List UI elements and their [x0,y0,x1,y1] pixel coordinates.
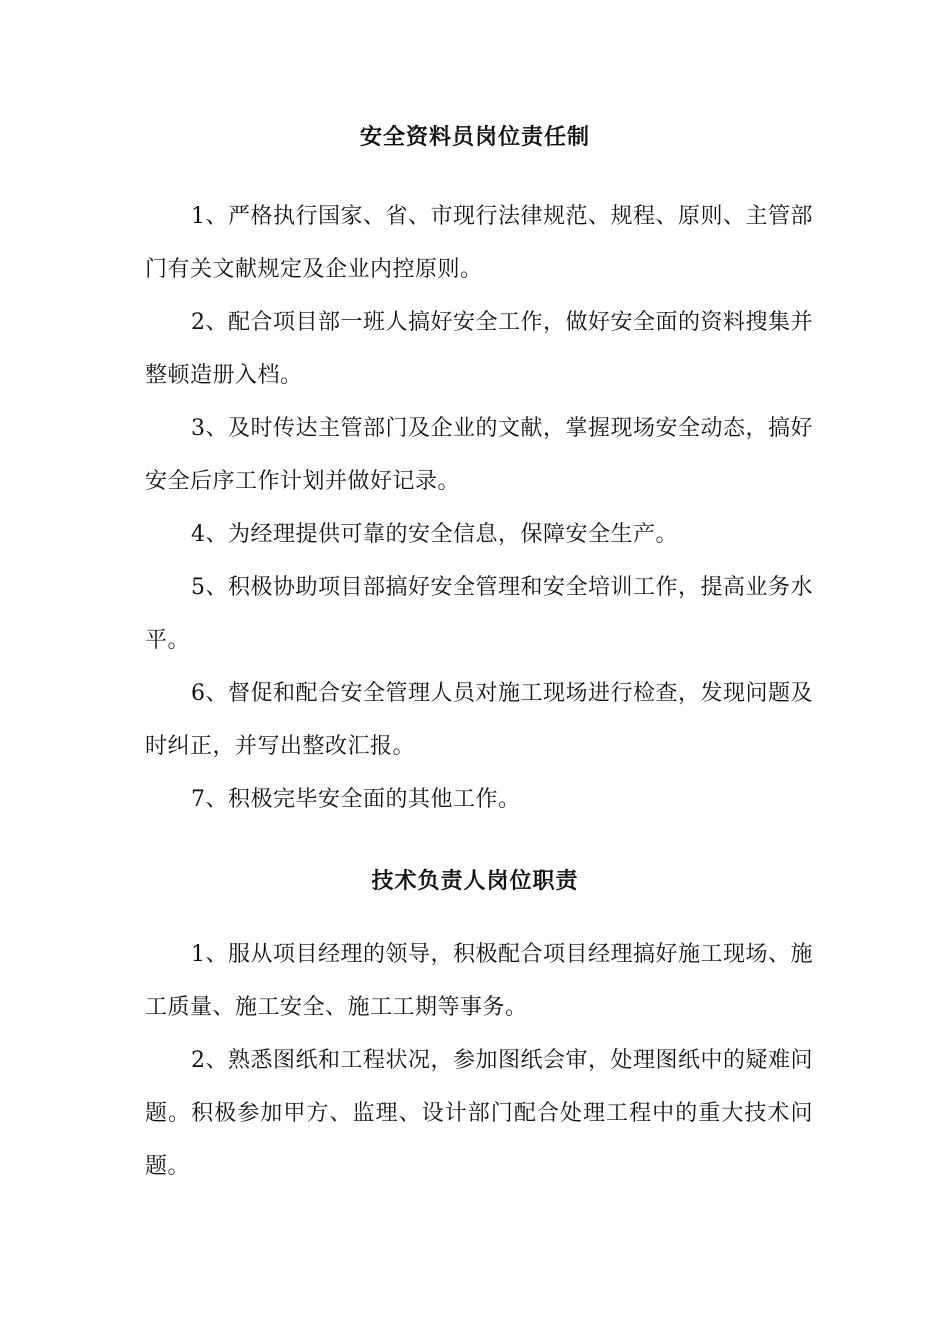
safety-item-2: 2、配合项目部一班人搞好安全工作，做好安全面的资料搜集并整顿造册入档。 [145,310,813,388]
safety-item-7: 7、积极完毕安全面的其他工作。 [191,787,521,812]
tech-item-1: 1、服从项目经理的领导，积极配合项目经理搞好施工现场、施工质量、施工安全、施工工期等事务。 [145,942,813,1020]
safety-item-1: 1、严格执行国家、省、市现行法律规范、规程、原则、主管部门有关文献规定及企业内控原则。 [145,204,813,282]
safety-item-3: 3、及时传达主管部门及企业的文献，掌握现场安全动态，搞好安全后序工作计划并做好记录。 [145,416,813,494]
tech-item-2: 2、熟悉图纸和工程状况，参加图纸会审，处理图纸中的疑难问题。积极参加甲方、监理、设计部门配合处理工程中的重大技术问题。 [145,1048,813,1179]
safety-item-6: 6、督促和配合安全管理人员对施工现场进行检查，发现问题及时纠正，并写出整改汇报。 [145,681,813,759]
safety-item-4: 4、为经理提供可靠的安全信息，保障安全生产。 [191,522,678,547]
safety-item-5: 5、积极协助项目部搞好安全管理和安全培训工作，提高业务水平。 [145,575,813,653]
section-title-safety-clerk: 安全资料员岗位责任制 [359,124,590,150]
section-title-tech-lead: 技术负责人岗位职责 [371,868,579,894]
